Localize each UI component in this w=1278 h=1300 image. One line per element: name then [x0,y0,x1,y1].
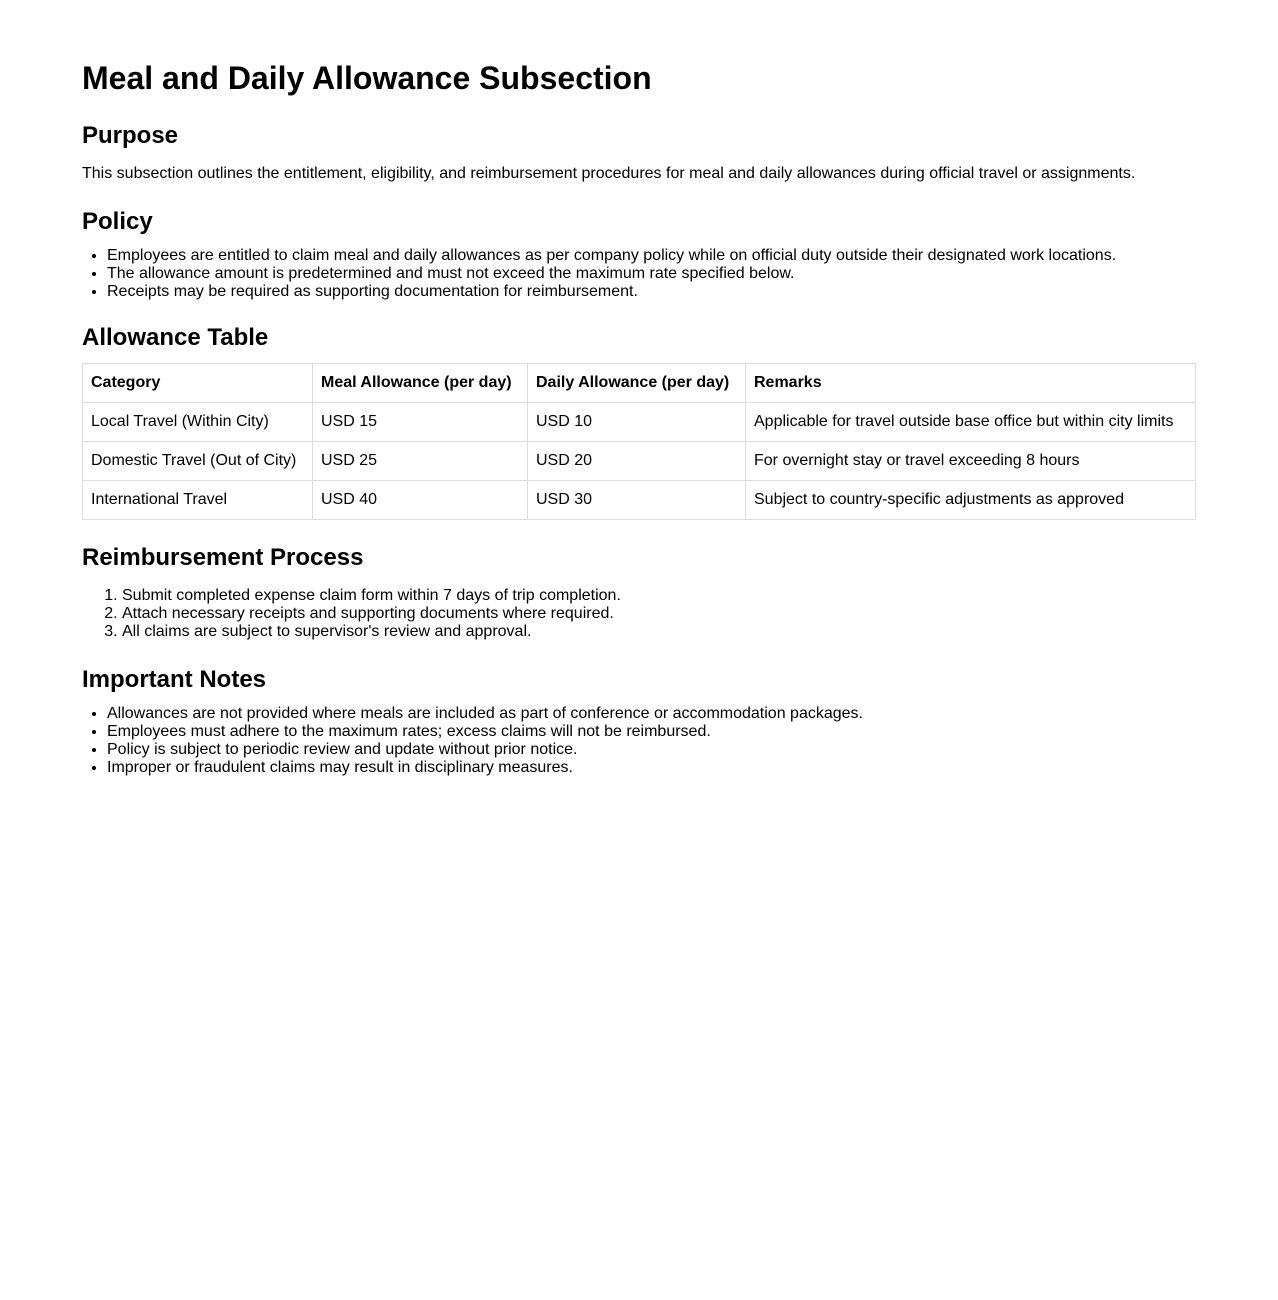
note-item: • Employees must adhere to the maximum rates; excess claims will not be reimbursed. [107,723,1196,741]
note-item: • Policy is subject to periodic review and update without prior notice. [107,741,1196,759]
table-row [83,403,1196,442]
allowance-table-heading: Allowance Table [82,324,269,351]
policy-list [82,247,1196,301]
cell-meal-allowance: USD 15 [313,403,528,442]
column-header-category: Category [83,364,313,403]
page-title: Meal and Daily Allowance Subsection [82,60,652,96]
cell-daily-allowance: USD 10 [528,403,746,442]
cell-daily-allowance: USD 30 [528,481,746,520]
reimbursement-step: 1. Submit completed expense claim form within 7 days of trip completion. [122,587,1196,605]
policy-item: • Receipts may be required as supporting documentation for reimbursement. [107,283,1196,301]
cell-meal-allowance: USD 25 [313,442,528,481]
reimbursement-steps [82,587,1196,641]
column-header-remarks: Remarks [746,364,1196,403]
table-row [83,481,1196,520]
cell-category: Local Travel (Within City) [83,403,313,442]
cell-category: Domestic Travel (Out of City) [83,442,313,481]
policy-heading: Policy [82,208,153,235]
cell-remarks: Subject to country-specific adjustments as approved [746,481,1196,520]
cell-remarks: Applicable for travel outside base office but within city limits [746,403,1196,442]
reimbursement-step: 2. Attach necessary receipts and supporting documents where required. [122,605,1196,623]
cell-category: International Travel [83,481,313,520]
table-header-row [83,364,1196,403]
reimbursement-heading: Reimbursement Process [82,544,364,571]
note-item: • Improper or fraudulent claims may result in disciplinary measures. [107,759,1196,777]
purpose-heading: Purpose [82,122,179,149]
cell-meal-allowance: USD 40 [313,481,528,520]
policy-item: • The allowance amount is predetermined and must not exceed the maximum rate specified below. [107,265,1196,283]
purpose-text: This subsection outlines the entitlement, eligibility, and reimbursement procedures for meal and daily allowances during official travel or assignments. [82,165,1136,182]
notes-heading: Important Notes [82,666,267,693]
note-item: • Allowances are not provided where meals are included as part of conference or accommodation packages. [107,705,1196,723]
column-header-daily-allowance: Daily Allowance (per day) [528,364,746,403]
column-header-meal-allowance: Meal Allowance (per day) [313,364,528,403]
policy-item: • Employees are entitled to claim meal and daily allowances as per company policy while on official duty outside their designated work locations. [107,247,1196,265]
allowance-table [82,363,1196,520]
table-row [83,442,1196,481]
notes-list [82,705,1196,777]
reimbursement-step: 3. All claims are subject to supervisor's review and approval. [122,623,1196,641]
cell-remarks: For overnight stay or travel exceeding 8 hours [746,442,1196,481]
cell-daily-allowance: USD 20 [528,442,746,481]
